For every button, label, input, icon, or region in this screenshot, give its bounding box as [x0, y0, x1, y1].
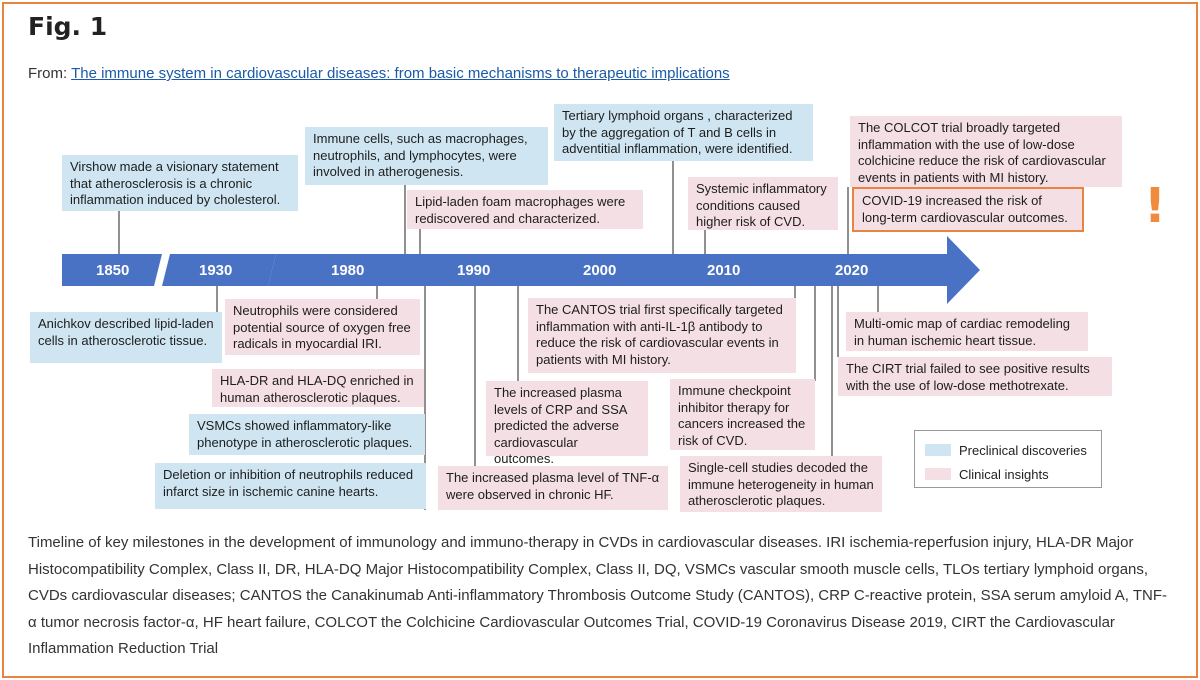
- arrow-segment-main: [268, 236, 980, 304]
- legend-item-preclinical: [925, 443, 1087, 458]
- from-label: From:: [28, 65, 68, 82]
- year-1930: 1930: [199, 262, 233, 279]
- milestone-vsmcs: VSMCs showed inflammatory-like phenotype in atherosclerotic plaques.: [189, 414, 425, 455]
- figure-title: Fig. 1: [28, 12, 108, 41]
- legend-label-preclinical: Preclinical discoveries: [959, 443, 1087, 458]
- milestone-colcot: The COLCOT trial broadly targeted inflammation with the use of low-dose colchicine reduce the risk of cardiovascular events in patients with MI history.: [850, 116, 1122, 187]
- milestone-foam-macrophages: Lipid-laden foam macrophages were rediscovered and characterized.: [407, 190, 643, 229]
- year-1990: 1990: [457, 262, 491, 279]
- legend-label-clinical: Clinical insights: [959, 467, 1049, 482]
- year-2010: 2010: [707, 262, 741, 279]
- milestone-virshow: Virshow made a visionary statement that atherosclerosis is a chronic inflammation induced by cholesterol.: [62, 155, 298, 211]
- milestone-multi-omic: Multi-omic map of cardiac remodeling in human ischemic heart tissue.: [846, 312, 1088, 351]
- legend-swatch-preclinical: [925, 444, 951, 456]
- milestone-crp-ssa: The increased plasma levels of CRP and SSA predicted the adverse cardiovascular outcomes.: [486, 381, 648, 456]
- milestone-cirt: The CIRT trial failed to see positive results with the use of low-dose methotrexate.: [838, 357, 1112, 396]
- year-1980: 1980: [331, 262, 365, 279]
- milestone-neutrophils-iri: Neutrophils were considered potential source of oxygen free radicals in myocardial IRI.: [225, 299, 420, 355]
- milestone-immune-cells: Immune cells, such as macrophages, neutrophils, and lymphocytes, were involved in atherogenesis.: [305, 127, 548, 185]
- legend-item-clinical: [925, 467, 1049, 482]
- milestone-single-cell: Single-cell studies decoded the immune heterogeneity in human atherosclerotic plaques.: [680, 456, 882, 512]
- year-2000: 2000: [583, 262, 617, 279]
- figure-caption: Timeline of key milestones in the development of immunology and immuno-therapy in CVDs in cardiovascular diseases. IRI ischemia-reperfusion injury, HLA-DR Major Histocompatibility Complex, Class II, DR, HLA-DQ Major Histocompatibility Complex, Class II, DQ, VSMCs vascular smooth muscle cells, TLOs tertiary lymphoid organs, CVDs cardiovascular diseases; CANTOS the Canakinumab Anti-inflammatory Thrombosis Outcome Study (CANTOS), CRP C-reactive protein, SSA serum amyloid A, TNF-α tumor necrosis factor-α, HF heart failure, COLCOT the Colchicine Cardiovascular Outcomes Trial, COVID-19 Coronavirus Disease 2019, CIRT the Cardiovascular Inflammation Reduction Trial: [28, 534, 1168, 657]
- milestone-tnf-alpha: The increased plasma level of TNF-α were observed in chronic HF.: [438, 466, 668, 510]
- milestone-anichkov: Anichkov described lipid-laden cells in atherosclerotic tissue.: [30, 312, 222, 363]
- source-article-link[interactable]: The immune system in cardiovascular diseases: from basic mechanisms to therapeutic implications: [71, 65, 730, 82]
- year-2020: 2020: [835, 262, 869, 279]
- milestone-neutrophil-deletion: Deletion or inhibition of neutrophils reduced infarct size in ischemic canine hearts.: [155, 463, 426, 509]
- milestone-hla-dr-dq: HLA-DR and HLA-DQ enriched in human atherosclerotic plaques.: [212, 369, 424, 407]
- milestone-covid-19: COVID-19 increased the risk of long-term cardiovascular outcomes.: [852, 187, 1084, 232]
- alert-exclamation-icon: !: [1144, 178, 1166, 234]
- milestone-cantos: The CANTOS trial first specifically targeted inflammation with anti-IL-1β antibody to reduce the risk of cardiovascular events in patients with MI history.: [528, 298, 796, 373]
- milestone-systemic-inflammatory: Systemic inflammatory conditions caused higher risk of CVD.: [688, 177, 838, 230]
- milestone-tertiary-lymphoid-organs: Tertiary lymphoid organs , characterized by the aggregation of T and B cells in adventitial inflammation, were identified.: [554, 104, 813, 161]
- legend-swatch-clinical: [925, 468, 951, 480]
- milestone-immune-checkpoint: Immune checkpoint inhibitor therapy for cancers increased the risk of CVD.: [670, 379, 815, 450]
- legend: [914, 430, 1102, 488]
- year-1850: 1850: [96, 262, 130, 279]
